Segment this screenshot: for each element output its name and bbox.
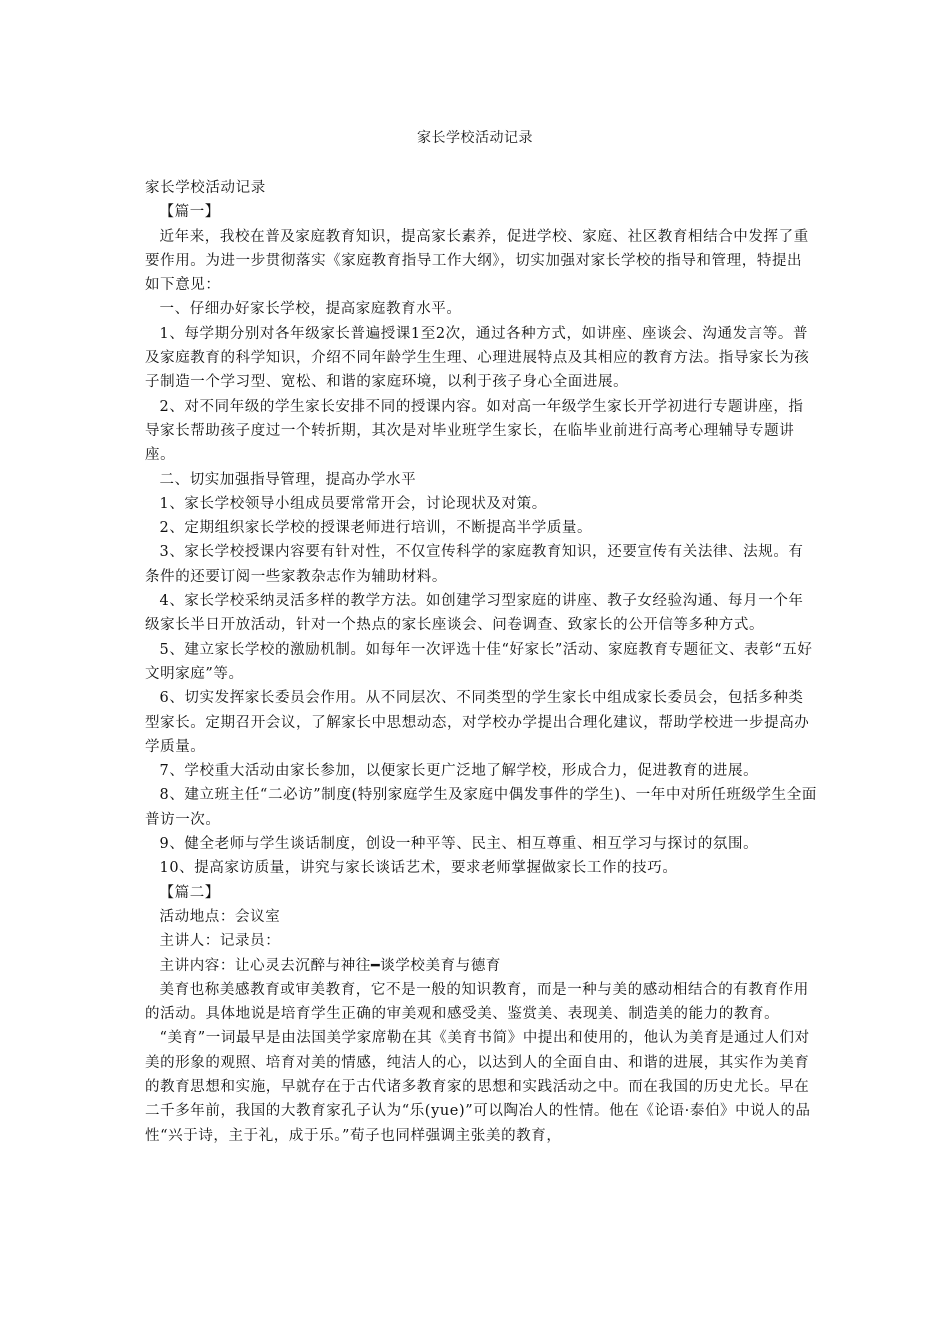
paragraph: 【篇二】	[159, 884, 220, 901]
document-body	[145, 176, 817, 1148]
paragraph: 主讲人：记录员：	[159, 933, 281, 950]
paragraph: 一、仔细办好家长学校，提高家庭教育水平。	[159, 301, 462, 318]
paragraph: 9、健全老师与学生谈话制度，创设一种平等、民主、相互尊重、相互学习与探讨的氛围。	[159, 836, 759, 853]
paragraph: 6、切实发挥家长委员会作用。从不同层次、不同类型的学生家长中组成家长委员会，包括多种类型家长。定期召开会议，了解家长中思想动态，对学校办学提出合理化建议，帮助学校进一步提高办学质量。	[145, 690, 810, 755]
page-title: 家长学校活动记录	[417, 130, 533, 146]
paragraph: 10、提高家访质量，讲究与家长谈话艺术，要求老师掌握做家长工作的技巧。	[159, 860, 678, 877]
paragraph: 8、建立班主任“二必访”制度(特别家庭学生及家庭中偶发事件的学生)、一年中对所任班级学生全面普访一次。	[145, 787, 817, 828]
paragraph: 3、家长学校授课内容要有针对性，不仅宣传科学的家庭教育知识，还要宣传有关法律、法规。有条件的还要订阅一些家教杂志作为辅助材料。	[145, 544, 804, 585]
paragraph: 家长学校活动记录	[145, 180, 266, 196]
paragraph: 二、切实加强指导管理，提高办学水平	[159, 471, 417, 488]
paragraph: 主讲内容：让心灵去沉醉与神往━谈学校美育与德育	[159, 957, 502, 974]
paragraph: 活动地点：会议室	[159, 908, 281, 925]
paragraph: 7、学校重大活动由家长参加，以便家长更广泛地了解学校，形成合力，促进教育的进展。	[159, 763, 759, 780]
paragraph: 1、家长学校领导小组成员要常常开会，讨论现状及对策。	[159, 495, 547, 512]
paragraph: 2、定期组织家长学校的授课老师进行培训，不断提高半学质量。	[159, 520, 593, 537]
paragraph: 近年来，我校在普及家庭教育知识，提高家长素养，促进学校、家庭、社区教育相结合中发挥了重要作用。为进一步贯彻落实《家庭教育指导工作大纲》，切实加强对家长学校的指导和管理，特提出如下意见：	[145, 228, 809, 294]
paragraph: 5、建立家长学校的激励机制。如每年一次评选十佳“好家长”活动、家庭教育专题征文、表彰“五好文明家庭”等。	[145, 641, 813, 682]
paragraph: 2、对不同年级的学生家长安排不同的授课内容。如对高一年级学生家长开学初进行专题讲座，指导家长帮助孩子度过一个转折期，其次是对毕业班学生家长，在临毕业前进行高考心理辅导专题讲座。	[145, 398, 804, 464]
paragraph: 1、每学期分别对各年级家长普遍授课1至2次，通过各种方式，如讲座、座谈会、沟通发言等。普及家庭教育的科学知识，介绍不同年龄学生生理、心理进展特点及其相应的教育方法。指导家长为孩子制造一个学习型、宽松、和谐的家庭环境，以利于孩子身心全面进展。	[145, 325, 810, 391]
paragraph: 4、家长学校采纳灵活多样的教学方法。如创建学习型家庭的讲座、教子女经验沟通、每月一个年级家长半日开放活动，针对一个热点的家长座谈会、问卷调查、致家长的公开信等多种方式。	[145, 593, 804, 634]
paragraph: 【篇一】	[159, 204, 220, 221]
paragraph: 美育也称美感教育或审美教育，它不是一般的知识教育，而是一种与美的感动相结合的有教育作用的活动。具体地说是培育学生正确的审美观和感受美、鉴赏美、表现美、制造美的能力的教育。	[145, 981, 809, 1023]
paragraph: “美育”一词最早是由法国美学家席勒在其《美育书简》中提出和使用的，他认为美育是通过人们对美的形象的观照、培育对美的情感，纯洁人的心，以达到人的全面自由、和谐的进展，其实作为美育的教育思想和实施，早就存在于古代诸多教育家的思想和实践活动之中。而在我国的历史尤长。早在二千多年前，我国的大教育家孔子认为“乐(yue)”可以陶冶人的性情。他在《论语·泰伯》中说人的品性“兴于诗，主于礼，成于乐。”荀子也同样强调主张美的教育，	[145, 1030, 811, 1144]
